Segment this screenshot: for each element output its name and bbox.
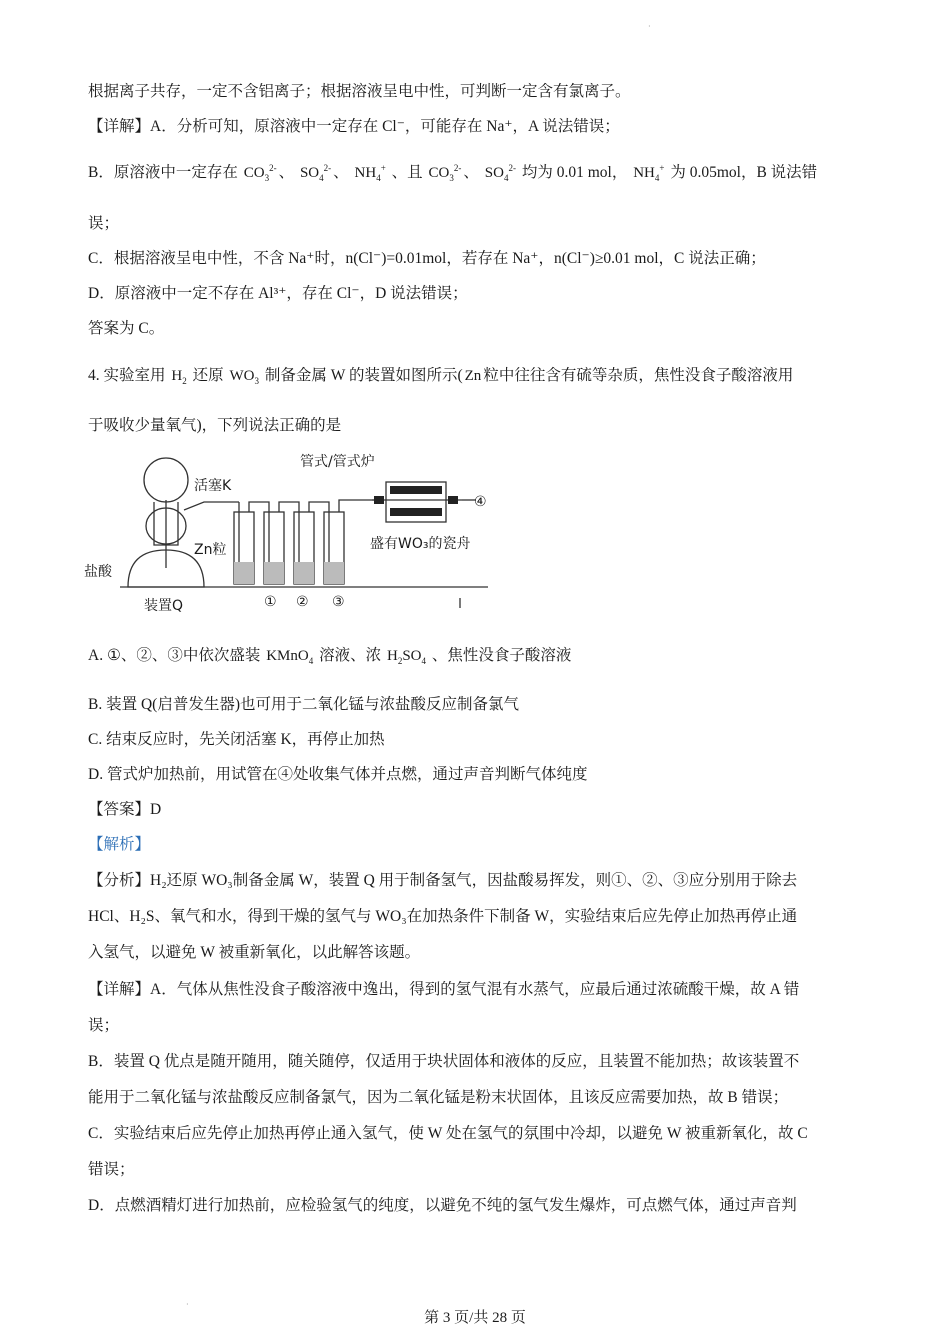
wo3-formula: $WO_3$ [229,368,259,386]
label-3: ③ [332,594,345,610]
liquid-1 [234,562,254,584]
liquid-3 [294,562,314,584]
label-q: 装置Q [144,598,184,614]
label-furnace: 管式/管式炉 [300,454,375,470]
label-1: ① [264,594,277,610]
kmno4-formula: KMnO$_4$ [266,648,314,666]
co3-formula: $CO_3^{2-}$ [243,163,277,183]
so4-formula: $SO_4^{2-}$ [299,163,332,183]
analysis-line: 入氢气，以避免 W 被重新氧化，以此解答该题。 [88,944,421,961]
valve-tube [184,502,239,510]
zn-formula: Zn [464,368,482,384]
heater-top [390,486,442,494]
label-boat: 盛有WO₃的瓷舟 [370,536,471,552]
question-4-line: 4. 实验室用 $H_2$ 还原 $WO_3$ 制备金属 W 的装置如图所示( Zn 粒中往往含有硫等杂质，焦性没食子酸溶液用 [88,367,794,386]
detail-line: 误； [88,1017,120,1034]
h2-formula: $H_2$ [171,368,187,386]
detail-line: B．装置 Q 优点是随开随用，随关随停，仅适用于块状固体和液体的反应，且装置不能加热；故该装置不 [88,1053,800,1070]
text-line: 答案为 C。 [88,320,165,337]
kipp-top-bulb [144,458,188,502]
label-acid: 盐酸 [84,564,112,580]
label-4: ④ [474,494,487,510]
text-line-b: B．原溶液中一定存在 $CO_3^{2-}$ 、 $SO_4^{2-}$ 、 $NH_4^+$ 、且 $CO_3^{2-}$ 、 $SO_4^{2-}$ 均为 0.01 mol， $NH_4^+$ 为 0.05mol，B 说法错 [88,163,818,183]
detail-line: C．实验结束后应先停止加热再停止通入氢气，使 W 处在氢气的氛围中冷却，以避免 W 被重新氧化，故 C [88,1125,808,1142]
stopper-left [374,496,384,504]
option-c: C. 结束反应时，先关闭活塞 K，再停止加热 [88,731,385,748]
option-d: D. 管式炉加热前，用试管在④处收集气体并点燃，通过声音判断气体纯度 [88,766,588,783]
detail-line: 能用于二氧化锰与浓盐酸反应制备氯气，因为二氧化锰是粉末状固体，且该反应需要加热，故 B 错误； [88,1089,789,1106]
analysis-heading: 【解析】 [88,836,151,853]
detail-line: 错误； [88,1161,135,1178]
detail-line: D．点燃酒精灯进行加热前，应检验氢气的纯度，以避免不纯的氢气发生爆炸，可点燃气体，通过声音判 [88,1197,797,1214]
so4-formula: $SO_4^{2-}$ [484,163,516,183]
stopper-right [448,496,458,504]
liquid-4 [324,562,344,584]
decor-dot: · [648,22,651,31]
label-2: ② [296,594,309,610]
heater-bottom [390,508,442,516]
label-zn: Zn粒 [194,542,227,558]
text-line: 根据离子共存，一定不含铝离子；根据溶液呈电中性，可判断一定含有氯离子。 [88,83,631,100]
option-a: A. ①、②、③中依次盛装 KMnO$_4$ 溶液、浓 $H_2SO_4$ 、焦性没食子酸溶液 [88,647,572,666]
text-line: 【详解】A．分析可知，原溶液中一定存在 Cl⁻，可能存在 Na⁺，A 说法错误； [88,118,620,135]
decor-dot: · [186,1300,189,1309]
nh4-formula: $NH_4^+$ [633,163,665,183]
page-footer: 第 3 页/共 28 页 [424,1310,526,1326]
label-valve: 活塞K [194,478,232,494]
detail-line: 【详解】A．气体从焦性没食子酸溶液中逸出，得到的氢气混有水蒸气，应最后通过浓硫酸干燥，故 A 错 [88,981,800,998]
apparatus-figure [84,450,504,620]
liquid-2 [264,562,284,584]
text-line: 于吸收少量氧气)，下列说法正确的是 [88,417,342,434]
text-line: 误； [88,215,120,232]
nh4-formula: $NH_4^+$ [354,163,386,183]
analysis-line: 【分析】H₂还原 WO₃制备金属 W，装置 Q 用于制备氢气，因盐酸易挥发，则①、②、③应分别用于除去 [88,872,798,889]
text-line: D．原溶液中一定不存在 Al³⁺，存在 Cl⁻，D 说法错误； [88,285,468,302]
analysis-line: HCl、H₂S、氧气和水，得到干燥的氢气与 WO₃在加热条件下制备 W，实验结束后应先停止加热再停止通 [88,908,798,925]
answer-line: 【答案】D [88,801,162,818]
option-b: B. 装置 Q(启普发生器)也可用于二氧化锰与浓盐酸反应制备氯气 [88,696,519,713]
co3-formula: $CO_3^{2-}$ [428,163,462,183]
h2so4-formula: $H_2SO_4$ [387,648,427,666]
text-line: C．根据溶液呈电中性，不含 Na⁺时，n(Cl⁻)=0.01mol，若存在 Na⁺，n(Cl⁻)≥0.01 mol，C 说法正确； [88,250,766,267]
